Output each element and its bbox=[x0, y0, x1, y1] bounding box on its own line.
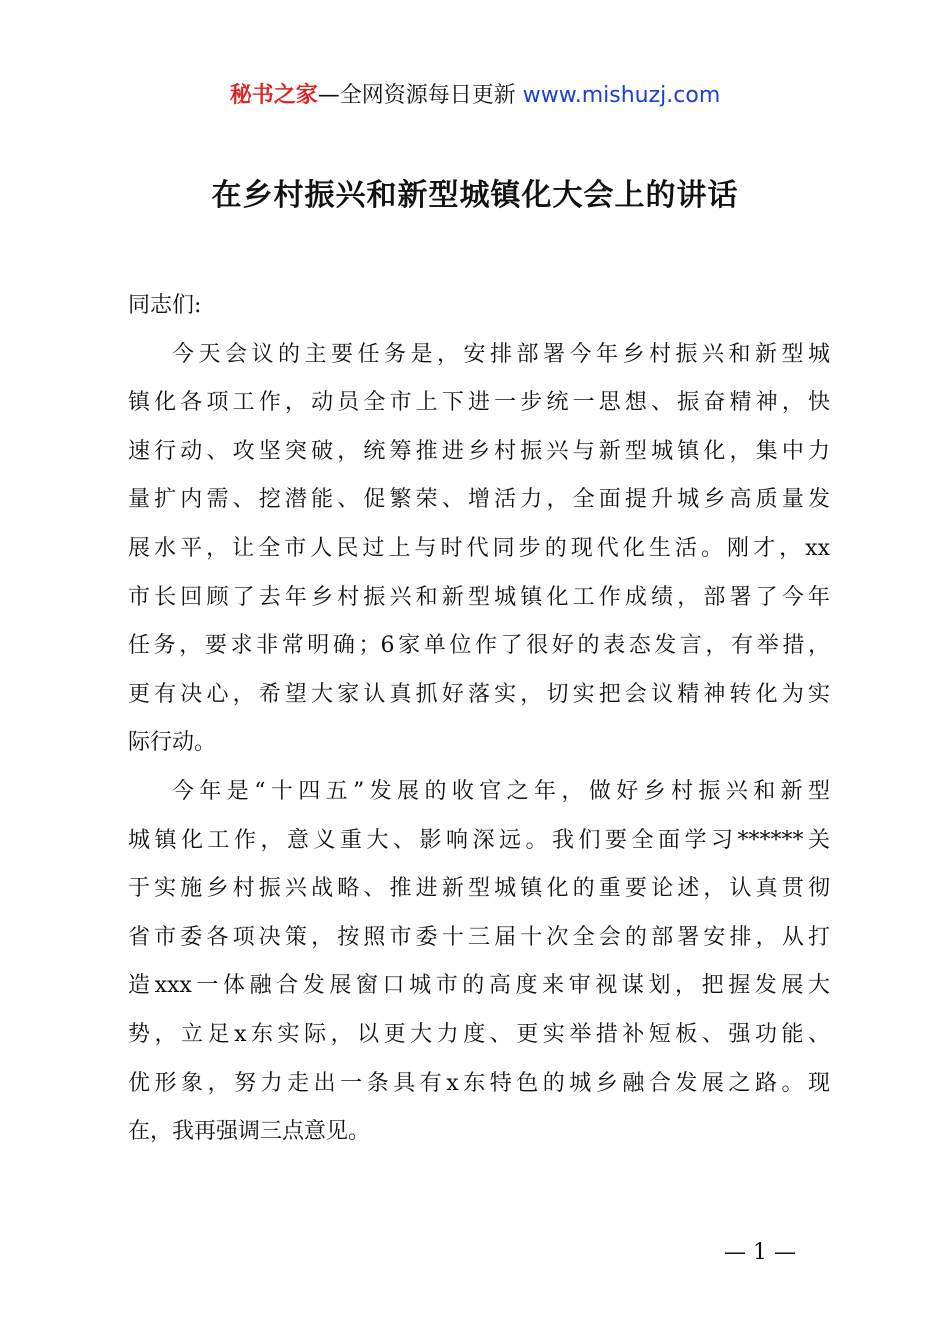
document-body bbox=[128, 282, 830, 1157]
paragraph-line: 今年是“十四五”发展的收官之年，做好乡村振兴和新型 bbox=[172, 778, 830, 804]
paragraph-line: 城镇化工作，意义重大、影响深远。我们要全面学习******关 bbox=[128, 827, 830, 853]
site-header bbox=[0, 80, 950, 112]
paragraph-line: 际行动。 bbox=[128, 730, 217, 756]
paragraph-line: 更有决心，希望大家认真抓好落实，切实把会议精神转化为实 bbox=[128, 681, 830, 707]
header-slogan: —全网资源每日更新 bbox=[317, 83, 523, 108]
paragraph-line: 展水平，让全市人民过上与时代同步的现代化生活。刚才，xx bbox=[128, 535, 830, 561]
paragraph-line: 任务，要求非常明确；6家单位作了很好的表态发言，有举措， bbox=[128, 633, 830, 659]
paragraph-line: 于实施乡村振兴战略、推进新型城镇化的重要论述，认真贯彻 bbox=[128, 876, 830, 902]
paragraph-line: 在，我再强调三点意见。 bbox=[128, 1119, 371, 1145]
paragraph-2 bbox=[128, 768, 830, 1157]
paragraph-line: 镇化各项工作，动员全市上下进一步统一思想、振奋精神，快 bbox=[128, 390, 830, 416]
site-url[interactable]: www.mishuzj.com bbox=[522, 83, 721, 108]
paragraph-line: 市长回顾了去年乡村振兴和新型城镇化工作成绩，部署了今年 bbox=[128, 584, 830, 610]
brand-name: 秘书之家 bbox=[229, 83, 318, 108]
paragraph-line: 速行动、攻坚突破，统筹推进乡村振兴与新型城镇化，集中力 bbox=[128, 438, 830, 464]
page-number: — 1 — bbox=[724, 1240, 796, 1265]
paragraph-line: 省市委各项决策，按照市委十三届十次全会的部署安排，从打 bbox=[128, 924, 830, 950]
paragraph-line: 优形象，努力走出一条具有x东特色的城乡融合发展之路。现 bbox=[128, 1070, 830, 1096]
paragraph-line: 今天会议的主要任务是，安排部署今年乡村振兴和新型城 bbox=[172, 341, 830, 367]
salutation: 同志们: bbox=[128, 293, 202, 318]
document-title: 在乡村振兴和新型城镇化大会上的讲话 bbox=[211, 178, 739, 213]
paragraph-line: 量扩内需、挖潜能、促繁荣、增活力，全面提升城乡高质量发 bbox=[128, 487, 830, 513]
paragraph-1 bbox=[128, 331, 830, 768]
paragraph-line: 势，立足x东实际，以更大力度、更实举措补短板、强功能、 bbox=[128, 1021, 830, 1047]
paragraph-line: 造xxx一体融合发展窗口城市的高度来审视谋划，把握发展大 bbox=[128, 973, 830, 999]
